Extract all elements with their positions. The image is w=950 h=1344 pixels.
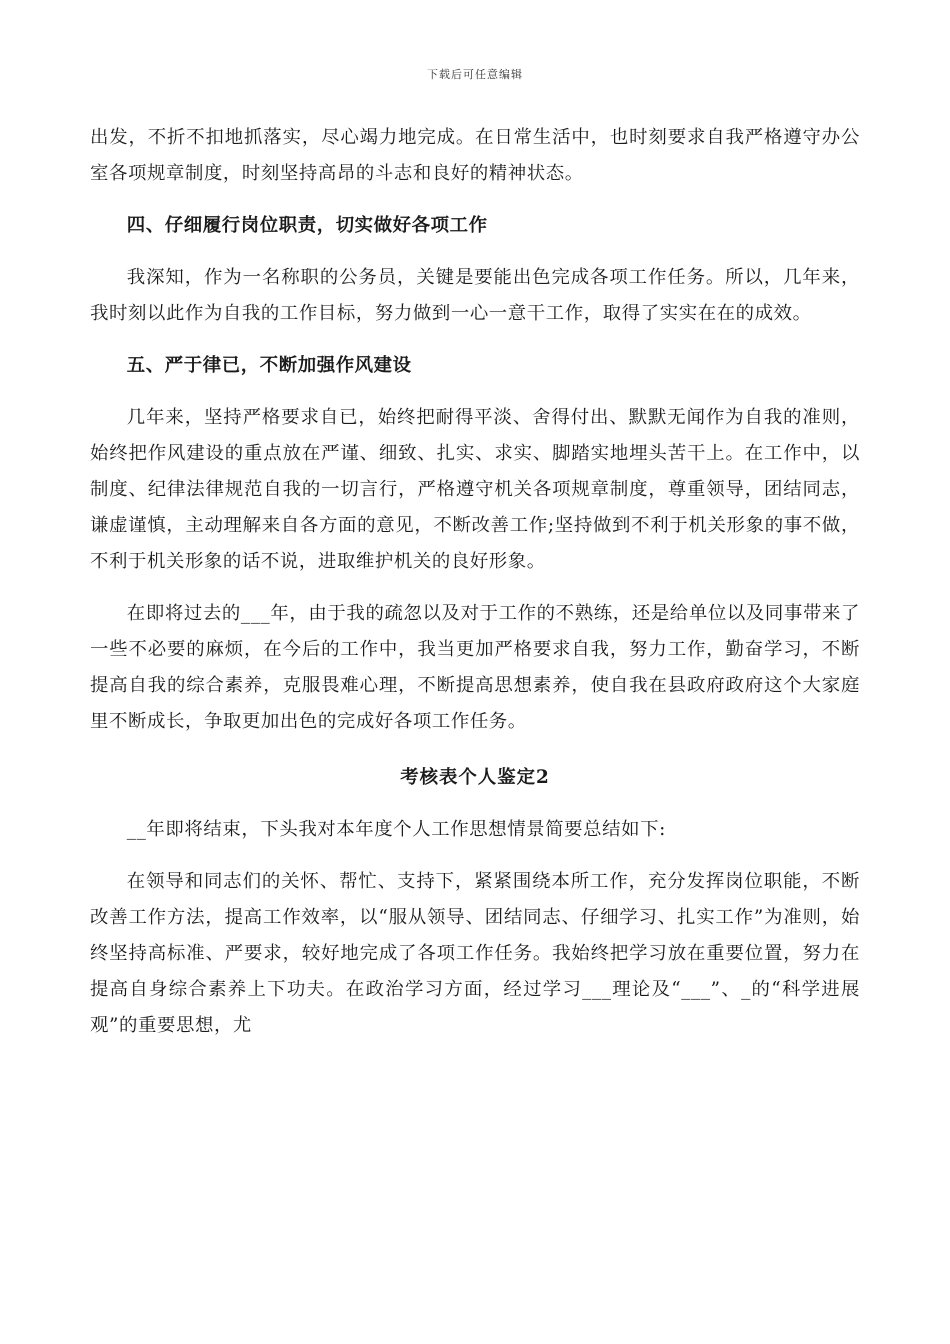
paragraph-continuation: 出发，不折不扣地抓落实，尽心竭力地完成。在日常生活中，也时刻要求自我严格遵守办公室各项规章制度，时刻坚持高昂的斗志和良好的精神状态。: [90, 127, 860, 184]
paragraph-summary: 在领导和同志们的关怀、帮忙、支持下，紧紧围绕本所工作，充分发挥岗位职能，不断改善工作方法，提高工作效率，以“服从领导、团结同志、仔细学习、扎实工作”为准则，始终坚持高标准、严要求，较好地完成了各项工作任务。我始终把学习放在重要位置，努力在提高自身综合素养上下功夫。在政治学习方面，经过学习___理论及“___”、_的“科学进展观”的重要思想，尤: [90, 871, 860, 1036]
document-body: [90, 120, 860, 1044]
page-header: 下载后可任意编辑: [427, 68, 523, 81]
section-heading-4: 四、仔细履行岗位职责，切实做好各项工作: [126, 215, 488, 236]
paragraph-closing: 在即将过去的___年，由于我的疏忽以及对于工作的不熟练，还是给单位以及同事带来了一些不必要的麻烦，在今后的工作中，我当更加严格要求自我，努力工作，勤奋学习，不断提高自我的综合素养，克服畏难心理，不断提高思想素养，使自我在县政府政府这个大家庭里不断成长，争取更加出色的完成好各项工作任务。: [90, 603, 860, 732]
document-title: 考核表个人鉴定2: [400, 767, 550, 788]
paragraph-section-4: 我深知，作为一名称职的公务员，关键是要能出色完成各项工作任务。所以，几年来，我时刻以此作为自我的工作目标，努力做到一心一意干工作，取得了实实在在的成效。: [90, 267, 860, 324]
section-heading-5: 五、严于律已，不断加强作风建设: [126, 355, 412, 376]
paragraph-intro: __年即将结束，下头我对本年度个人工作思想情景简要总结如下:: [126, 819, 666, 840]
paragraph-section-5: 几年来，坚持严格要求自已，始终把耐得平淡、舍得付出、默默无闻作为自我的准则，始终把作风建设的重点放在严谨、细致、扎实、求实、脚踏实地埋头苦干上。在工作中，以制度、纪律法律规范自我的一切言行，严格遵守机关各项规章制度，尊重领导，团结同志，谦虚谨慎，主动理解来自各方面的意见，不断改善工作;坚持做到不利于机关形象的事不做，不利于机关形象的话不说，进取维护机关的良好形象。: [90, 407, 860, 572]
